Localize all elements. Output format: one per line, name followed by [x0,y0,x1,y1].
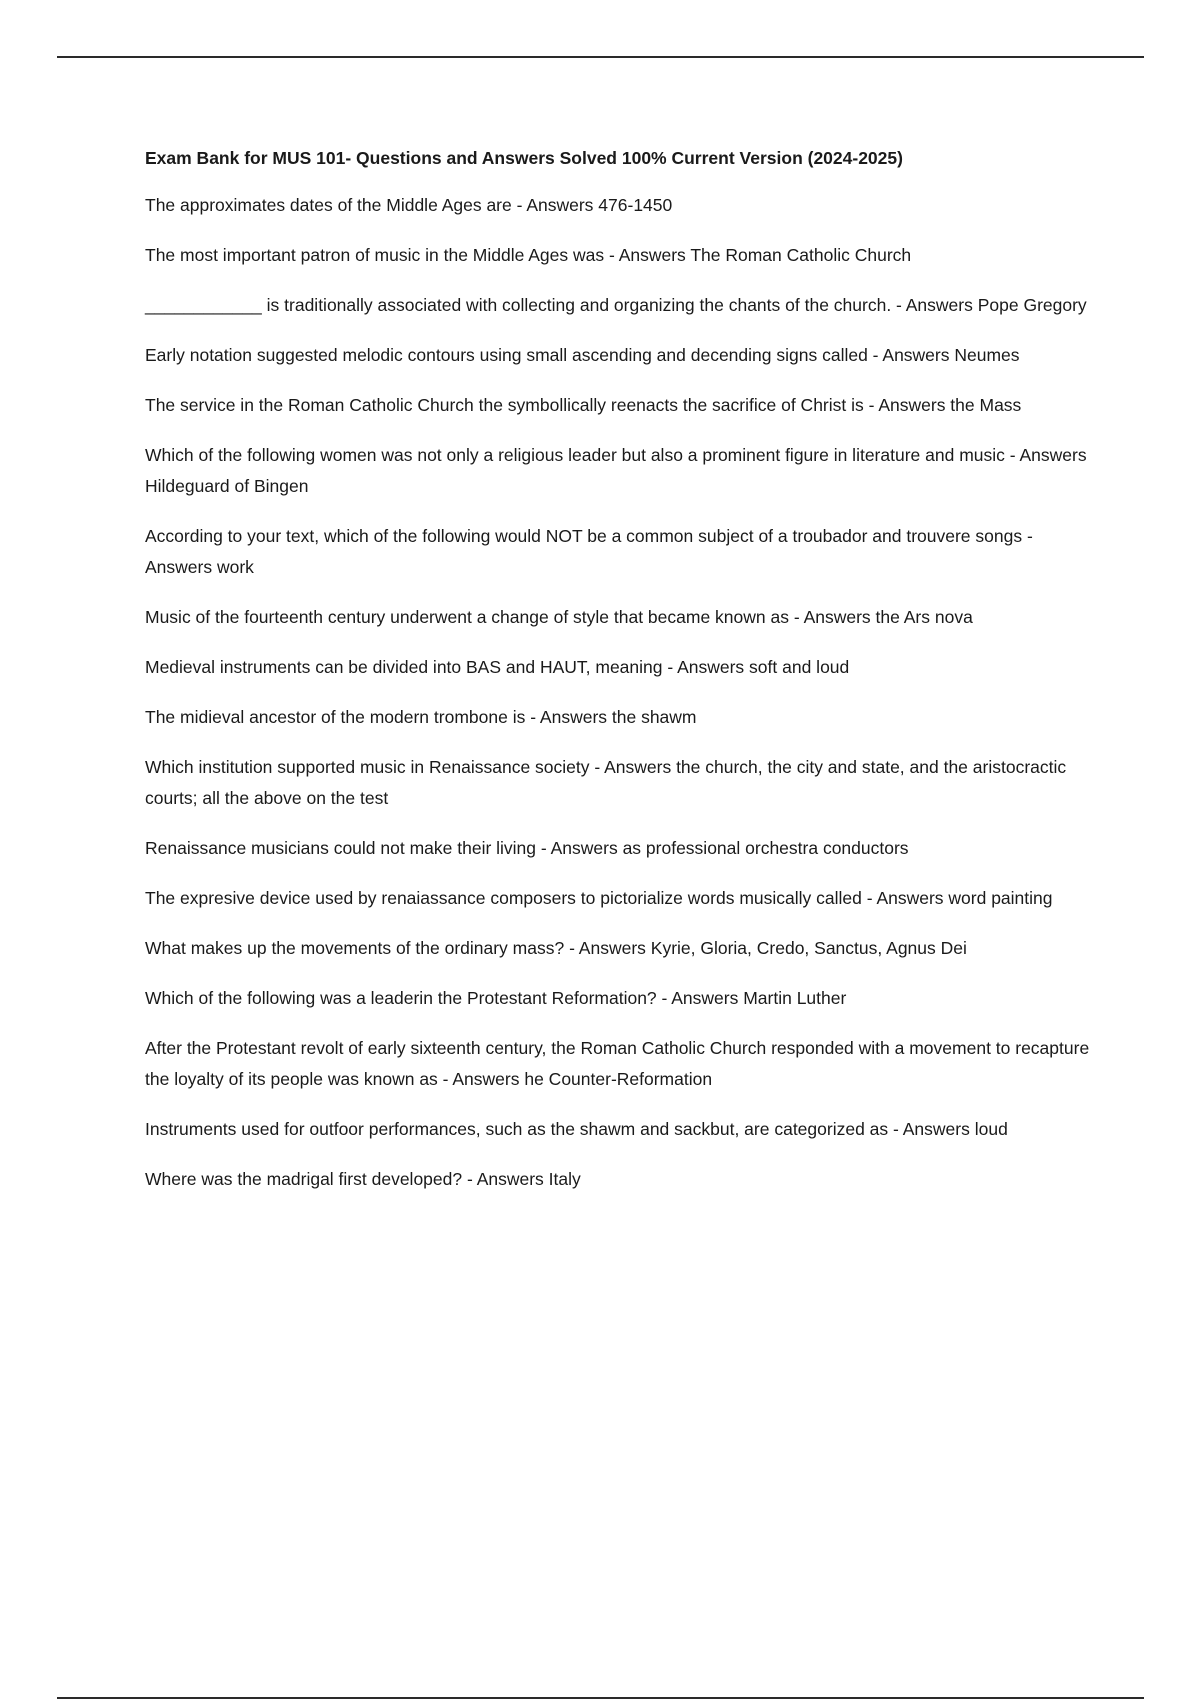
top-horizontal-rule [57,56,1144,58]
qa-item: What makes up the movements of the ordinary mass? - Answers Kyrie, Gloria, Credo, Sanctus, Agnus Dei [145,938,967,958]
qa-item: Music of the fourteenth century underwent a change of style that became known as - Answers the Ars nova [145,607,973,627]
qa-item: The expresive device used by renaiassance composers to pictorialize words musically called - Answers word painting [145,888,1053,908]
qa-item: The service in the Roman Catholic Church the symbollically reenacts the sacrifice of Christ is - Answers the Mass [145,395,1022,415]
qa-item: Early notation suggested melodic contours using small ascending and decending signs called - Answers Neumes [145,345,1020,365]
qa-item: Which of the following was a leaderin the Protestant Reformation? - Answers Martin Luther [145,988,847,1008]
document-title: Exam Bank for MUS 101- Questions and Answers Solved 100% Current Version (2024-2025) [145,148,903,168]
qa-item: Which institution supported music in Renaissance society - Answers the church, the city and state, and the aristocractic courts; all the above on the test [145,757,1067,808]
qa-item: The midieval ancestor of the modern trombone is - Answers the shawm [145,707,697,727]
qa-item: The approximates dates of the Middle Ages are - Answers 476-1450 [145,195,673,215]
qa-item: Medieval instruments can be divided into BAS and HAUT, meaning - Answers soft and loud [145,657,850,677]
qa-item: ____________ is traditionally associated with collecting and organizing the chants of the church. - Answers Pope Gregory [145,295,1087,315]
qa-item: Renaissance musicians could not make their living - Answers as professional orchestra conductors [145,838,909,858]
qa-item: According to your text, which of the following would NOT be a common subject of a troubador and trouvere songs - Answers work [145,526,1033,577]
document-body [145,144,1095,1214]
qa-item: The most important patron of music in the Middle Ages was - Answers The Roman Catholic Church [145,245,912,265]
qa-item: After the Protestant revolt of early sixteenth century, the Roman Catholic Church responded with a movement to recapture the loyalty of its people was known as - Answers he Counter-Reformation [145,1038,1090,1089]
qa-item: Which of the following women was not only a religious leader but also a prominent figure in literature and music - Answers Hildeguard of Bingen [145,445,1087,496]
qa-item: Instruments used for outfoor performances, such as the shawm and sackbut, are categorized as - Answers loud [145,1119,1008,1139]
qa-item: Where was the madrigal first developed? - Answers Italy [145,1169,581,1189]
bottom-horizontal-rule [57,1697,1144,1699]
